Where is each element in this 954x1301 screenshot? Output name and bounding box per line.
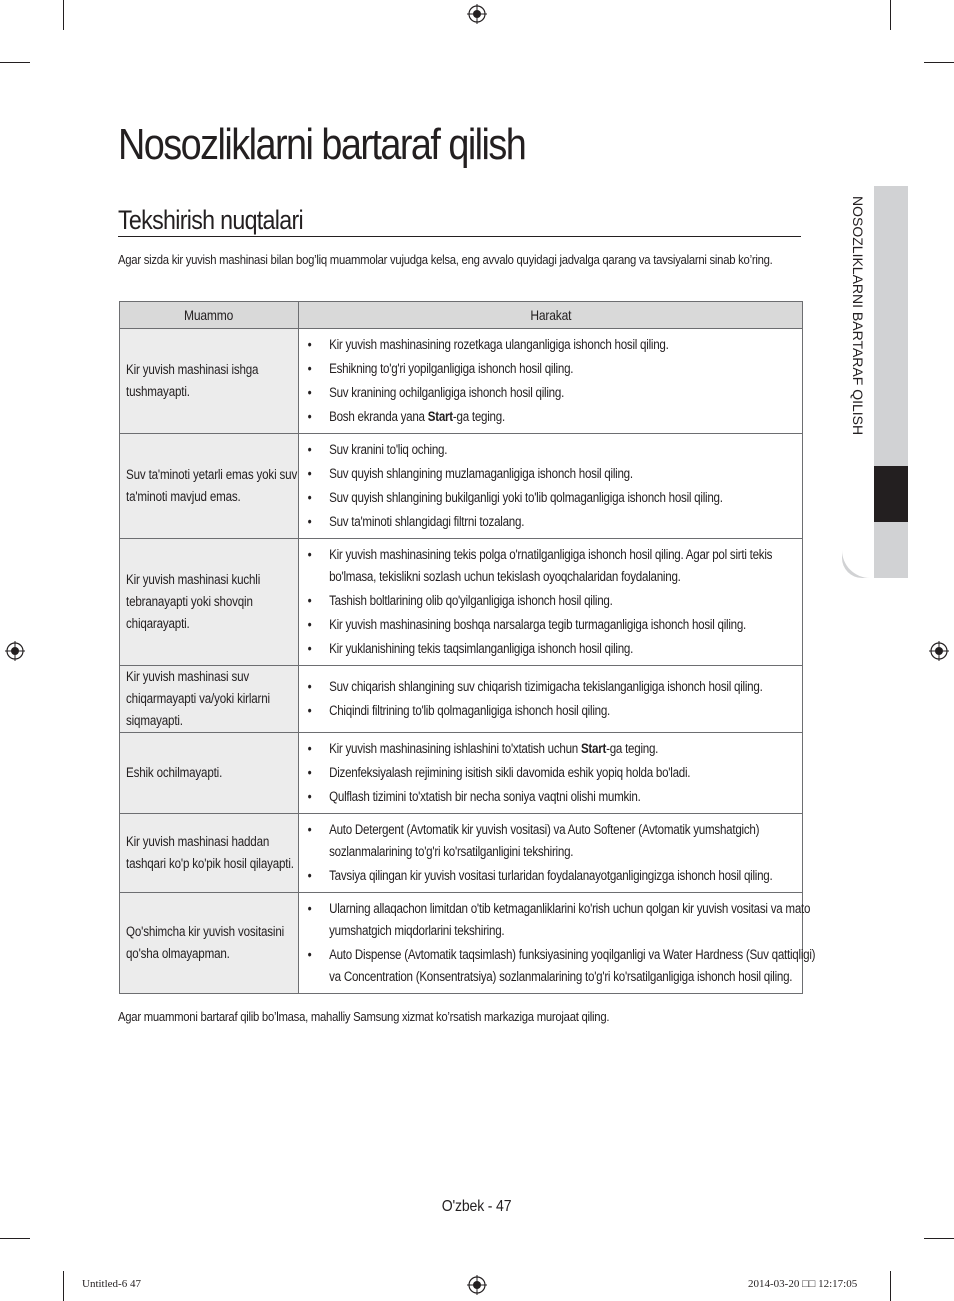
table-row [120, 893, 803, 994]
bullet-icon: • [307, 641, 312, 656]
action-keyword: Start [580, 741, 607, 756]
action-item [299, 898, 819, 942]
registration-mark-bottom-icon [467, 1275, 487, 1295]
bullet-icon: • [307, 947, 312, 962]
bullet-icon: • [307, 822, 312, 837]
action-item [299, 511, 819, 533]
action-item [299, 738, 819, 760]
action-text: Bosh ekranda yana [329, 409, 428, 424]
header-action-label: Harakat [530, 307, 571, 323]
crop-mark-top-left-v [63, 0, 64, 30]
action-text: Ularning allaqachon limitdan o'tib ketmaganliklarini ko'rish uchun qolgan kir yuvish vositasi va mato yumshatgich miqdorlarini tekshiring. [329, 901, 811, 938]
registration-mark-left-icon [5, 641, 25, 661]
action-item [299, 944, 819, 988]
action-item [299, 638, 819, 660]
problem-text: Qo'shimcha kir yuvish vositasini qo'sha olmayapman. [126, 924, 285, 961]
action-text: Suv quyish shlangining bukilganligi yoki to'lib qolmaganligiga ishonch hosil qiling. [329, 490, 723, 505]
bullet-icon: • [307, 514, 312, 529]
table-row [120, 539, 803, 666]
bullet-icon: • [307, 703, 312, 718]
bullet-icon: • [307, 385, 312, 400]
registration-mark-top-icon [467, 4, 487, 24]
action-text: Kir yuvish mashinasining boshqa narsalarga tegib turmaganligiga ishonch hosil qiling. [329, 617, 747, 632]
bullet-icon: • [307, 741, 312, 756]
problem-text: Eshik ochilmayapti. [126, 765, 223, 780]
action-item [299, 786, 819, 808]
problem-text: Kir yuvish mashinasi haddan tashqari ko'p ko'pik hosil qilayapti. [126, 834, 294, 871]
action-item [299, 614, 819, 636]
header-action [299, 302, 803, 329]
action-text: Suv kranining ochilganligiga ishonch hosil qiling. [329, 385, 565, 400]
action-text: Tashish boltlarining olib qo'yilganligiga ishonch hosil qiling. [329, 593, 613, 608]
bullet-icon: • [307, 593, 312, 608]
table-row [120, 733, 803, 814]
action-text: Auto Detergent (Avtomatik kir yuvish vositasi) va Auto Softener (Avtomatik yumshatgich) sozlanmalarining to'g'ri ko'rsatilganligini tekshiring. [329, 822, 760, 859]
crop-mark-bottom-left-v [63, 1271, 64, 1301]
bullet-icon: • [307, 789, 312, 804]
problem-cell [120, 666, 299, 733]
problem-text: Kir yuvish mashinasi ishga tushmayapti. [126, 362, 259, 399]
action-text: Dizenfeksiyalash rejimining isitish sikli davomida eshik yopiq holda bo'ladi. [329, 765, 691, 780]
action-text: -ga teging. [606, 741, 659, 756]
action-item [299, 463, 819, 485]
bullet-icon: • [307, 409, 312, 424]
table-header-row [120, 302, 803, 329]
action-item [299, 865, 819, 887]
action-text: -ga teging. [452, 409, 505, 424]
bullet-icon: • [307, 901, 312, 916]
action-list [299, 733, 802, 813]
bullet-icon: • [307, 442, 312, 457]
problem-cell [120, 733, 299, 814]
action-list [299, 539, 802, 665]
bullet-icon: • [307, 337, 312, 352]
bullet-icon: • [307, 361, 312, 376]
problem-cell [120, 434, 299, 539]
action-text: Suv chiqarish shlangining suv chiqarish tizimigacha tekislanganligiga ishonch hosil qiling. [329, 679, 763, 694]
intro-text: Agar sizda kir yuvish mashinasi bilan bog’liq muammolar vujudga kelsa, eng avvalo quyidagi jadvalga qarang va tavsiyalarni sinab ko’ring. [118, 252, 773, 267]
crop-mark-top-right-v [890, 0, 891, 30]
table-row [120, 666, 803, 733]
troubleshooting-table [119, 301, 816, 994]
table-row [120, 329, 803, 434]
action-cell [299, 733, 803, 814]
slug-file: Untitled-6 47 [82, 1278, 141, 1290]
action-cell [299, 814, 803, 893]
action-list [299, 814, 802, 892]
action-text: Kir yuklanishining tekis taqsimlanganligiga ishonch hosil qiling. [329, 641, 634, 656]
action-item [299, 439, 819, 461]
action-cell [299, 893, 816, 994]
crop-mark-top-left-h [0, 62, 30, 63]
action-text: Kir yuvish mashinasining rozetkaga ulanganligiga ishonch hosil qiling. [329, 337, 669, 352]
slug-timestamp: 2014-03-20 □□ 12:17:05 [748, 1278, 858, 1290]
problem-cell [120, 893, 299, 994]
crop-mark-bottom-right-h [924, 1238, 954, 1239]
action-text: Qulflash tizimini to'xtatish bir necha soniya vaqtni olishi mumkin. [329, 789, 641, 804]
bullet-icon: • [307, 868, 312, 883]
section-rule [118, 236, 801, 237]
problem-cell [120, 329, 299, 434]
action-item [299, 819, 819, 863]
action-item [299, 544, 819, 588]
registration-mark-right-icon [929, 641, 949, 661]
action-list [299, 329, 802, 433]
problem-text: Kir yuvish mashinasi suv chiqarmayapti va/yoki kirlarni siqmayapti. [126, 669, 270, 728]
action-text: Suv ta'minoti shlangidagi filtrni tozalang. [329, 514, 525, 529]
action-list [299, 893, 816, 993]
action-text: Suv quyish shlangining muzlamaganligiga ishonch hosil qiling. [329, 466, 633, 481]
problem-text: Suv ta'minoti yetarli emas yoki suv ta'minoti mavjud emas. [126, 467, 298, 504]
action-cell [299, 329, 803, 434]
action-cell [299, 434, 803, 539]
action-item [299, 406, 819, 428]
bullet-icon: • [307, 617, 312, 632]
problem-cell [120, 539, 299, 666]
crop-mark-bottom-left-h [0, 1238, 30, 1239]
header-problem-label: Muammo [184, 307, 234, 323]
crop-mark-bottom-right-v [890, 1271, 891, 1301]
side-tab-label: NOSOZLIKLARNI BARTARAF QILISH [850, 196, 866, 436]
bullet-icon: • [307, 765, 312, 780]
table-body [120, 329, 816, 994]
action-text: Tavsiya qilingan kir yuvish vositasi turlaridan foydalanayotganligingizga ishonch hosil qiling. [329, 868, 773, 883]
outro-text: Agar muammoni bartaraf qilib bo’lmasa, mahalliy Samsung xizmat ko’rsatish markaziga murojaat qiling. [118, 1009, 610, 1024]
action-item [299, 334, 819, 356]
action-item [299, 676, 819, 698]
action-item [299, 382, 819, 404]
crop-mark-top-right-h [924, 62, 954, 63]
action-cell [299, 539, 803, 666]
problem-text: Kir yuvish mashinasi kuchli tebranayapti yoki shovqin chiqarayapti. [126, 572, 261, 631]
bullet-icon: • [307, 490, 312, 505]
problem-cell [120, 814, 299, 893]
page-number-label: O'zbek - 47 [442, 1198, 512, 1215]
action-item [299, 700, 819, 722]
table-row [120, 434, 803, 539]
action-text: Suv kranini to'liq oching. [329, 442, 448, 457]
action-list [299, 434, 802, 538]
action-item [299, 487, 819, 509]
table-row [120, 814, 803, 893]
page-title: Nosozliklarni bartaraf qilish [118, 120, 526, 169]
action-item [299, 358, 819, 380]
page-number [0, 1198, 954, 1216]
bullet-icon: • [307, 547, 312, 562]
section-title: Tekshirish nuqtalari [118, 205, 303, 235]
action-item [299, 762, 819, 784]
header-problem [120, 302, 299, 329]
action-text: Kir yuvish mashinasining tekis polga o'rnatilganligiga ishonch hosil qiling. Agar pol sirti tekis bo'lmasa, tekislikni sozlash uchun tekislash oyoqchalaridan foydalaning. [329, 547, 773, 584]
action-list [299, 671, 802, 727]
action-keyword: Start [427, 409, 453, 424]
bullet-icon: • [307, 679, 312, 694]
action-cell [299, 666, 803, 733]
action-text: Auto Dispense (Avtomatik taqsimlash) funksiyasining yoqilganligi va Water Hardness (Suv qattiqligi) va Concentration (Konsentratsiya) sozlanmalarining to'g'ri ko'rsatilganligiga ishonch hosil qiling. [329, 947, 816, 984]
action-text: Kir yuvish mashinasining ishlashini to'xtatish uchun [329, 741, 581, 756]
action-item [299, 590, 819, 612]
action-text: Chiqindi filtrining to'lib qolmaganligiga ishonch hosil qiling. [329, 703, 611, 718]
side-tab-marker [874, 466, 908, 522]
action-text: Eshikning to'g'ri yopilganligiga ishonch hosil qiling. [329, 361, 574, 376]
bullet-icon: • [307, 466, 312, 481]
